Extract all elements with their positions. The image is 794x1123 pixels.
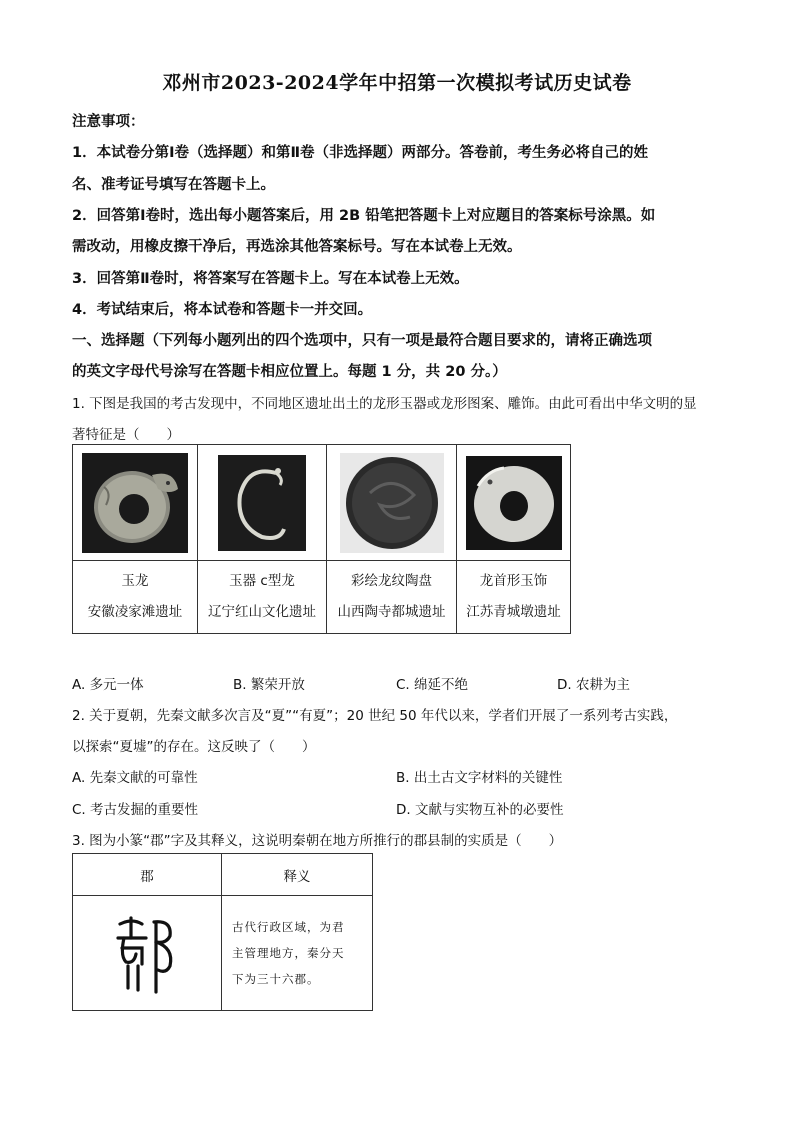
q1-artifact-table: [72, 444, 571, 634]
seal-script-jun-glyph: [112, 908, 182, 998]
q3-stem: 3. 图为小篆“郡”字及其释义，这说明秦朝在地方所推行的郡县制的实质是（ ）: [72, 833, 563, 849]
artifact-caption: [198, 561, 327, 634]
dragon-head-jade-image: [466, 456, 562, 550]
artifact-image-cell: [327, 445, 457, 561]
q2-stem: 2. 关于夏朝，先秦文献多次言及“夏”“有夏”；20 世纪 50 年代以来，学者们开展了一系列考古实践，: [72, 708, 678, 724]
q1-option-a[interactable]: A. 多元一体: [72, 677, 144, 693]
notice-item: 3．回答第Ⅱ卷时，将答案写在答题卡上。写在本试卷上无效。: [72, 271, 469, 287]
artifact-caption: [327, 561, 457, 634]
exam-title: 邓州市2023-2024学年中招第一次模拟考试历史试卷: [162, 72, 632, 94]
notice-item: 1．本试卷分第Ⅰ卷（选择题）和第Ⅱ卷（非选择题）两部分。答卷前，考生务必将自己的姓: [72, 145, 649, 161]
q2-option-b[interactable]: B. 出土古文字材料的关键性: [396, 770, 563, 786]
q2-option-a[interactable]: A. 先秦文献的可靠性: [72, 770, 198, 786]
artifact-name: 彩绘龙纹陶盘: [351, 573, 432, 589]
artifact-name: 玉龙: [121, 573, 149, 589]
artifact-image-cell: [198, 445, 327, 561]
q1-option-c[interactable]: C. 绵延不绝: [396, 677, 469, 693]
explanation-line: 古代行政区域，为君: [232, 920, 345, 934]
artifact-site: 山西陶寺都城遗址: [337, 604, 446, 620]
q3-col-header: 释义: [222, 854, 373, 896]
q1-option-d[interactable]: D. 农耕为主: [557, 677, 630, 693]
artifact-name: 龙首形玉饰: [479, 573, 548, 589]
section-heading-cont: 的英文字母代号涂写在答题卡相应位置上。每题 1 分，共 20 分。）: [72, 364, 507, 380]
notice-item: 需改动，用橡皮擦干净后，再选涂其他答案标号。写在本试卷上无效。: [72, 239, 522, 255]
notice-heading: 注意事项：: [72, 114, 145, 130]
notice-item: 2．回答第Ⅰ卷时，选出每小题答案后，用 2B 铅笔把答题卡上对应题目的答案标号涂黑。如: [72, 208, 656, 224]
q1-stem: 1. 下图是我国的考古发现中，不同地区遗址出土的龙形玉器或龙形图案、雕饰。由此可看出中华文明的显: [72, 396, 697, 412]
painted-dragon-plate-image: [340, 453, 444, 553]
jade-dragon-image: [82, 453, 188, 553]
artifact-image-cell: [73, 445, 198, 561]
artifact-name: 玉器 c型龙: [229, 573, 295, 589]
artifact-caption: [73, 561, 198, 634]
explanation-cell: [222, 896, 373, 1011]
q1-option-b[interactable]: B. 繁荣开放: [233, 677, 305, 693]
q2-option-d[interactable]: D. 文献与实物互补的必要性: [396, 802, 564, 818]
q2-option-c[interactable]: C. 考古发掘的重要性: [72, 802, 199, 818]
artifact-site: 辽宁红山文化遗址: [208, 604, 316, 620]
artifact-image-cell: [457, 445, 571, 561]
q2-stem-cont: 以探索“夏墟”的存在。这反映了（ ）: [72, 739, 316, 755]
c-shaped-dragon-image: [218, 455, 306, 551]
q3-col-header: 郡: [73, 854, 222, 896]
artifact-caption: [457, 561, 571, 634]
explanation-line: 下为三十六郡。: [232, 972, 320, 986]
section-heading: 一、选择题（下列每小题列出的四个选项中，只有一项是最符合题目要求的，请将正确选项: [72, 333, 652, 349]
q3-character-table: [72, 853, 373, 1011]
seal-script-cell: [73, 896, 222, 1011]
artifact-site: 江苏青城墩遗址: [466, 604, 561, 620]
explanation-line: 主管理地方，秦分天: [232, 946, 345, 960]
artifact-site: 安徽凌家滩遗址: [87, 604, 183, 620]
q1-stem-cont: 著特征是（ ）: [72, 427, 180, 443]
notice-item: 名、准考证号填写在答题卡上。: [72, 177, 275, 193]
notice-item: 4．考试结束后，将本试卷和答题卡一并交回。: [72, 302, 373, 318]
